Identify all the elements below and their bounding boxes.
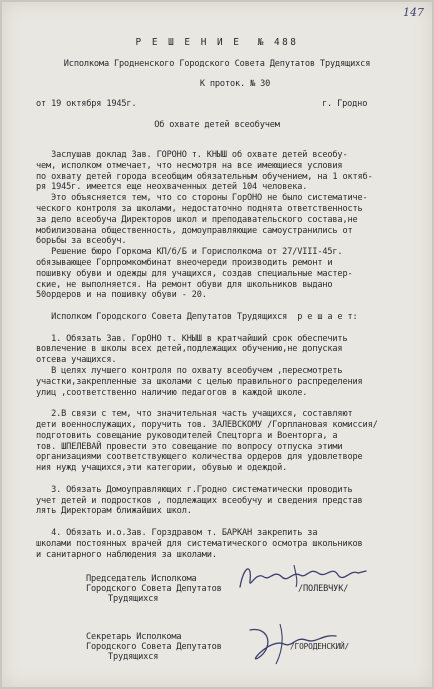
secretary-name: /ГОРОДЕНСКИЙ/ <box>290 642 350 651</box>
archive-page-number: 147 <box>403 6 424 19</box>
body-line: Решение бюро Горкома КП/б/Б и Горисполкома от 27/VIII-45г. <box>36 247 343 258</box>
body-line: ческого контроля за школами, недостаточно поднята ответственность <box>36 204 363 214</box>
body-line: подготовить совещание руководителей Спецторга и Военторга, а <box>36 430 338 441</box>
body-line: лять Директорам ближайших школ. <box>36 506 192 517</box>
body-line: и санитарного наблюдения за школами. <box>36 549 217 560</box>
body-line: ря 1945г. имеется еще неохваченных детей 104 человека. <box>36 182 308 193</box>
body-line: по охвату детей города всеобщим обязательным обучением, на 1 октяб- <box>36 171 373 182</box>
body-line: участки,закрепленные за школами с целью правильного распределения <box>36 376 363 387</box>
secretary-title-1: Секретарь Исполкома <box>86 632 182 642</box>
body-line: мобилизована общественность, домоуправляющие самоустранились от <box>36 225 353 236</box>
secretary-title-2: Городского Совета Депутатов <box>86 642 222 652</box>
document-city: г. Гродно <box>322 99 368 109</box>
body-line: школами постоянных врачей для систематического осмотра школьников <box>36 538 363 549</box>
body-line: отсева учащихся. <box>36 355 117 366</box>
body-line: ские, не выполняется. На ремонт обуви для школьников выдано <box>36 279 333 290</box>
body-line: Заслушав доклад Зав. ГОРОНО т. КНЫШ об охвате детей всеобу- <box>36 150 348 160</box>
body-line: тов. ШПЕЛЕВАЙ провести это совещание по вопросу отпуска этими <box>36 441 343 452</box>
body-line: за дело всеобуча Директоров школ и преподавательского состава,не <box>36 214 358 225</box>
body-line: пошивку обуви и одежды для учащихся, создав специальные мастер- <box>36 268 353 279</box>
body-line: В целях лучшего контроля по охвату всеобучем ,пересмотреть <box>36 366 343 376</box>
body-line: 1. Обязать Зав. ГорОНО т. КНЫШ в кратчайший срок обеспечить <box>36 333 348 344</box>
body-line: улиц ,соответственно наличию педагогов в каждой школе. <box>36 387 308 398</box>
document-date: от 19 октября 1945г. <box>36 99 137 109</box>
body-line: 50ордеров и на пошивку обуви - 20. <box>36 290 207 301</box>
document-subject: Об охвате детей всеобучем <box>154 120 280 130</box>
secretary-title-3: Трудящихся <box>108 652 159 662</box>
chair-title-1: Председатель Исполкома <box>86 574 197 584</box>
body-line: обязывающее Горпромкомбинат внеочереди производить ремонт и <box>36 258 333 268</box>
body-line: 3. Обязать Домоуправляющих г.Гродно систематически проводить <box>36 484 353 495</box>
body-line: 2.В связи с тем, что значительная часть учащихся, составляют <box>36 409 353 420</box>
body-line: организациями соответствующего количества ордеров для удовлетворе <box>36 452 363 463</box>
body-line: Исполком Городского Совета Депутатов Трудящихся р е ш а е т: <box>36 312 358 322</box>
protocol-ref: К проток. № 30 <box>199 79 271 89</box>
body-line: 4. Обязать и.о.Зав. Горздравом т. БАРКАН закрепить за <box>36 528 318 538</box>
chair-title-2: Городского Совета Депутатов <box>86 584 222 594</box>
chair-title-3: Трудящихся <box>108 594 159 604</box>
body-line: чем, исполком отмечает, что несмотря на все имеющиеся условия <box>36 160 343 171</box>
body-line: ния нужд учащихся,эти категории, обувью и одеждой. <box>36 463 288 474</box>
body-line: Это объясняется тем, что со стороны ГорОНО не было систематиче- <box>36 193 368 204</box>
secretary-signature <box>240 618 350 668</box>
body-line: борьбы за всеобуч. <box>36 236 127 247</box>
body-line: вовлечение в школы всех детей,подлежащих обучению,не допуская <box>36 344 343 355</box>
issuer-line: Исполкома Гродненского Городского Совета Депутатов Трудящихся <box>63 59 371 69</box>
body-line: дети военнослужащих, поручить тов. ЗАЛЕВСКОМУ /Горплановая комиссия/ <box>36 420 378 430</box>
document-page <box>2 2 432 687</box>
chair-name: /ПОЛЕВЧУК/ <box>298 584 349 594</box>
document-title: Р Е Ш Е Н И Е № 488 <box>135 37 299 48</box>
chair-signature <box>234 557 374 597</box>
body-line: учет детей и подростков , подлежащих всеобучу и сведения представ <box>36 495 363 506</box>
